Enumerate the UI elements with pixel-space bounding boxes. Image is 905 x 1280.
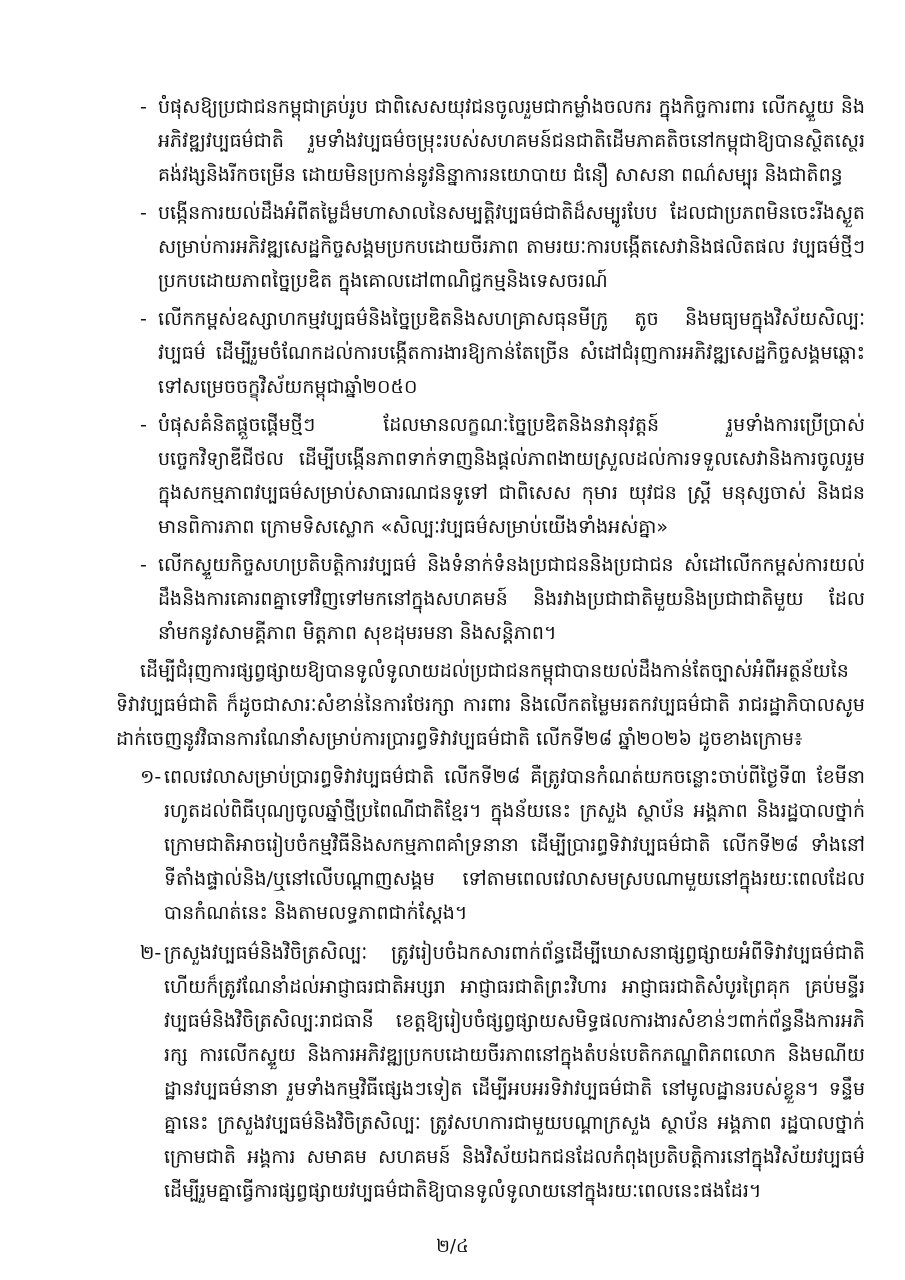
bullet-item [140, 196, 865, 298]
numbered-item [140, 936, 865, 1208]
item-text: ក្រសួងវប្បធម៌និងវិចិត្រសិល្បៈ ត្រូវរៀបចំឯកសារពាក់ព័ន្ធដើម្បីឃោសនាផ្សព្វផ្សាយអំពីទិវាវប្បធម៌ជាតិ ហើយក៏ត្រូវណែនាំដល់អាជ្ញាធរជាតិអប្សរា អាជ្ញាធរជាតិព្រះវិហារ អាជ្ញាធរជាតិសំបូរព្រៃគុក គ្រប់មន្ទីរវប្បធម៌និងវិចិត្រសិល្បៈរាជធានី ខេត្តឱ្យរៀបចំផ្សព្វផ្សាយសមិទ្ធផលការងារសំខាន់ៗពាក់ព័ន្ធនឹងការអភិរក្ស ការលើកស្ទួយ និងការអភិវឌ្ឍប្រកបដោយចីរភាពនៅក្នុងតំបន់បេតិកភណ្ឌពិភពលោក និងមណីយដ្ឋានវប្បធម៌នានា រួមទាំងកម្មវិធីផ្សេងៗទៀត ដើម្បីអបអរទិវាវប្បធម៌ជាតិ នៅមូលដ្ឋានរបស់ខ្លួន។ ទន្ទឹមគ្នានេះ ក្រសួងវប្បធម៌និងវិចិត្រសិល្បៈ ត្រូវសហការជាមួយបណ្តាក្រសួង ស្ថាប័ន អង្គភាព រដ្ឋបាលថ្នាក់ក្រោមជាតិ អង្គការ សមាគម សហគមន៍ និងវិស័យឯកជនដែលកំពុងប្រតិបត្តិការនៅក្នុងវិស័យវប្បធម៌ ដើម្បីរួមគ្នាធ្វើការផ្សព្វផ្សាយវប្បធម៌ជាតិឱ្យបានទូលំទូលាយនៅក្នុងរយៈពេលនេះផងដែរ។ [164, 942, 865, 1202]
item-text: ពេលវេលាសម្រាប់ប្រារព្ធទិវាវប្បធម៌ជាតិ លើកទី២៨ គឺត្រូវបានកំណត់យកចន្លោះចាប់ពីថ្ងៃទី៣ ខែមីនា រហូតដល់ពិធីបុណ្យចូលឆ្នាំថ្មីប្រពៃណីជាតិខ្មែរ។ ក្នុងន័យនេះ ក្រសួង ស្ថាប័ន អង្គភាព និងរដ្ឋបាលថ្នាក់ក្រោមជាតិអាចរៀបចំកម្មវិធីនិងសកម្មភាពគាំទ្រនានា ដើម្បីប្រារព្ធទិវាវប្បធម៌ជាតិ លើកទី២៨ ទាំងនៅទីតាំងផ្ទាល់និង/ឬនៅលើបណ្តាញសង្គម ទៅតាមពេលវេលាសមស្របណាមួយនៅក្នុងរយៈពេលដែលបានកំណត់នេះ និងតាមលទ្ធភាពជាក់ស្តែង។ [164, 766, 865, 924]
bullet-text: បំផុសឱ្យប្រជាជនកម្ពុជាគ្រប់រូប ជាពិសេសយុវជនចូលរួមជាកម្លាំងចលករ ក្នុងកិច្ចការពារ លើកស្ទួយ និងអភិវឌ្ឍវប្បធម៌ជាតិ រួមទាំងវប្បធម៌ចម្រុះរបស់សហគមន៍ជនជាតិដើមភាគតិចនៅកម្ពុជាឱ្យបានស្ថិតស្ថេរគង់វង្សនិងរីកចម្រើន ដោយមិនប្រកាន់នូវនិន្នាការនយោបាយ ជំនឿ សាសនា ពណ៌សម្បុរ និងជាតិពន្ធ [158, 96, 865, 186]
item-number: ១- [140, 766, 162, 788]
bullet-marker: - [140, 202, 147, 224]
bullet-text: បង្កើនការយល់ដឹងអំពីតម្លៃដ៏មហាសាលនៃសម្បត្តិវប្បធម៌ជាតិដ៏សម្បូរបែប ដែលជាប្រភពមិនចេះរីងស្ងួតសម្រាប់ការអភិវឌ្ឍសេដ្ឋកិច្ចសង្គមប្រកបដោយចីរភាព តាមរយៈការបង្កើតសេវានិងផលិតផល វប្បធម៌ថ្មីៗប្រកបដោយភាពច្នៃប្រឌិត ក្នុងគោលដៅពាណិជ្ជកម្មនិងទេសចរណ៍ [158, 202, 865, 292]
bullet-item [140, 548, 865, 650]
bullet-marker: - [140, 308, 147, 330]
bullet-item [140, 90, 865, 192]
bullet-text: លើកកម្ពស់ឧស្សាហកម្មវប្បធម៌និងច្នៃប្រឌិតនិងសហគ្រាសធុនមីក្រូ តូច និងមធ្យមក្នុងវិស័យសិល្បៈវប្បធម៌ ដើម្បីរួមចំណែកដល់ការបង្កើតការងារឱ្យកាន់តែច្រើន សំដៅជំរុញការអភិវឌ្ឍសេដ្ឋកិច្ចសង្គមឆ្ពោះទៅសម្រេចចក្ខុវិស័យកម្ពុជាឆ្នាំ២០៥០ [158, 308, 865, 398]
bullet-marker: - [140, 414, 147, 436]
intro-paragraph: ដើម្បីជំរុញការផ្សព្វផ្សាយឱ្យបានទូលំទូលាយដល់ប្រជាជនកម្ពុជាបានយល់ដឹងកាន់តែច្បាស់អំពីអត្ថន័យនៃទិវាវប្បធម៌ជាតិ ក៏ដូចជាសារៈសំខាន់នៃការថែរក្សា ការពារ និងលើកតម្លៃមរតកវប្បធម៌ជាតិ រាជរដ្ឋាភិបាលសូមដាក់ចេញនូវវិធានការណែនាំសម្រាប់ការប្រារព្ធទិវាវប្បធម៌ជាតិ លើកទី២៨ ឆ្នាំ២០២៦ ដូចខាងក្រោម៖ [116, 660, 865, 750]
bullet-marker: - [140, 96, 147, 118]
page-number: ២/៤ [436, 1236, 469, 1257]
item-number: ២- [140, 942, 162, 964]
bullet-item [140, 302, 865, 404]
numbered-item [140, 760, 865, 930]
bullet-item [140, 408, 865, 544]
document-body [116, 90, 865, 1214]
bullet-marker: - [140, 554, 147, 576]
bullet-text: បំផុសគំនិតផ្តួចផ្តើមថ្មីៗ ដែលមានលក្ខណៈច្នៃប្រឌិតនិងនវានុវត្តន៍ រួមទាំងការប្រើប្រាស់បច្ចេកវិទ្យាឌីជីថល ដើម្បីបង្កើនភាពទាក់ទាញនិងផ្តល់ភាពងាយស្រួលដល់ការទទួលសេវានិងការចូលរួមក្នុងសកម្មភាពវប្បធម៌សម្រាប់សាធារណជនទូទៅ ជាពិសេស កុមារ យុវជន ស្ត្រី មនុស្សចាស់ និងជនមានពិការភាព ក្រោមទិសស្លោក «សិល្បៈវប្បធម៌សម្រាប់យើងទាំងអស់គ្នា» [158, 414, 865, 538]
bullet-text: លើកស្ទួយកិច្ចសហប្រតិបត្តិការវប្បធម៌ និងទំនាក់ទំនងប្រជាជននិងប្រជាជន សំដៅលើកកម្ពស់ការយល់ដឹងនិងការគោរពគ្នាទៅវិញទៅមកនៅក្នុងសហគមន៍ និងរវាងប្រជាជាតិមួយនិងប្រជាជាតិមួយ ដែលនាំមកនូវសាមគ្គីភាព មិត្តភាព សុខដុមរមនា និងសន្តិភាព។ [158, 554, 865, 644]
